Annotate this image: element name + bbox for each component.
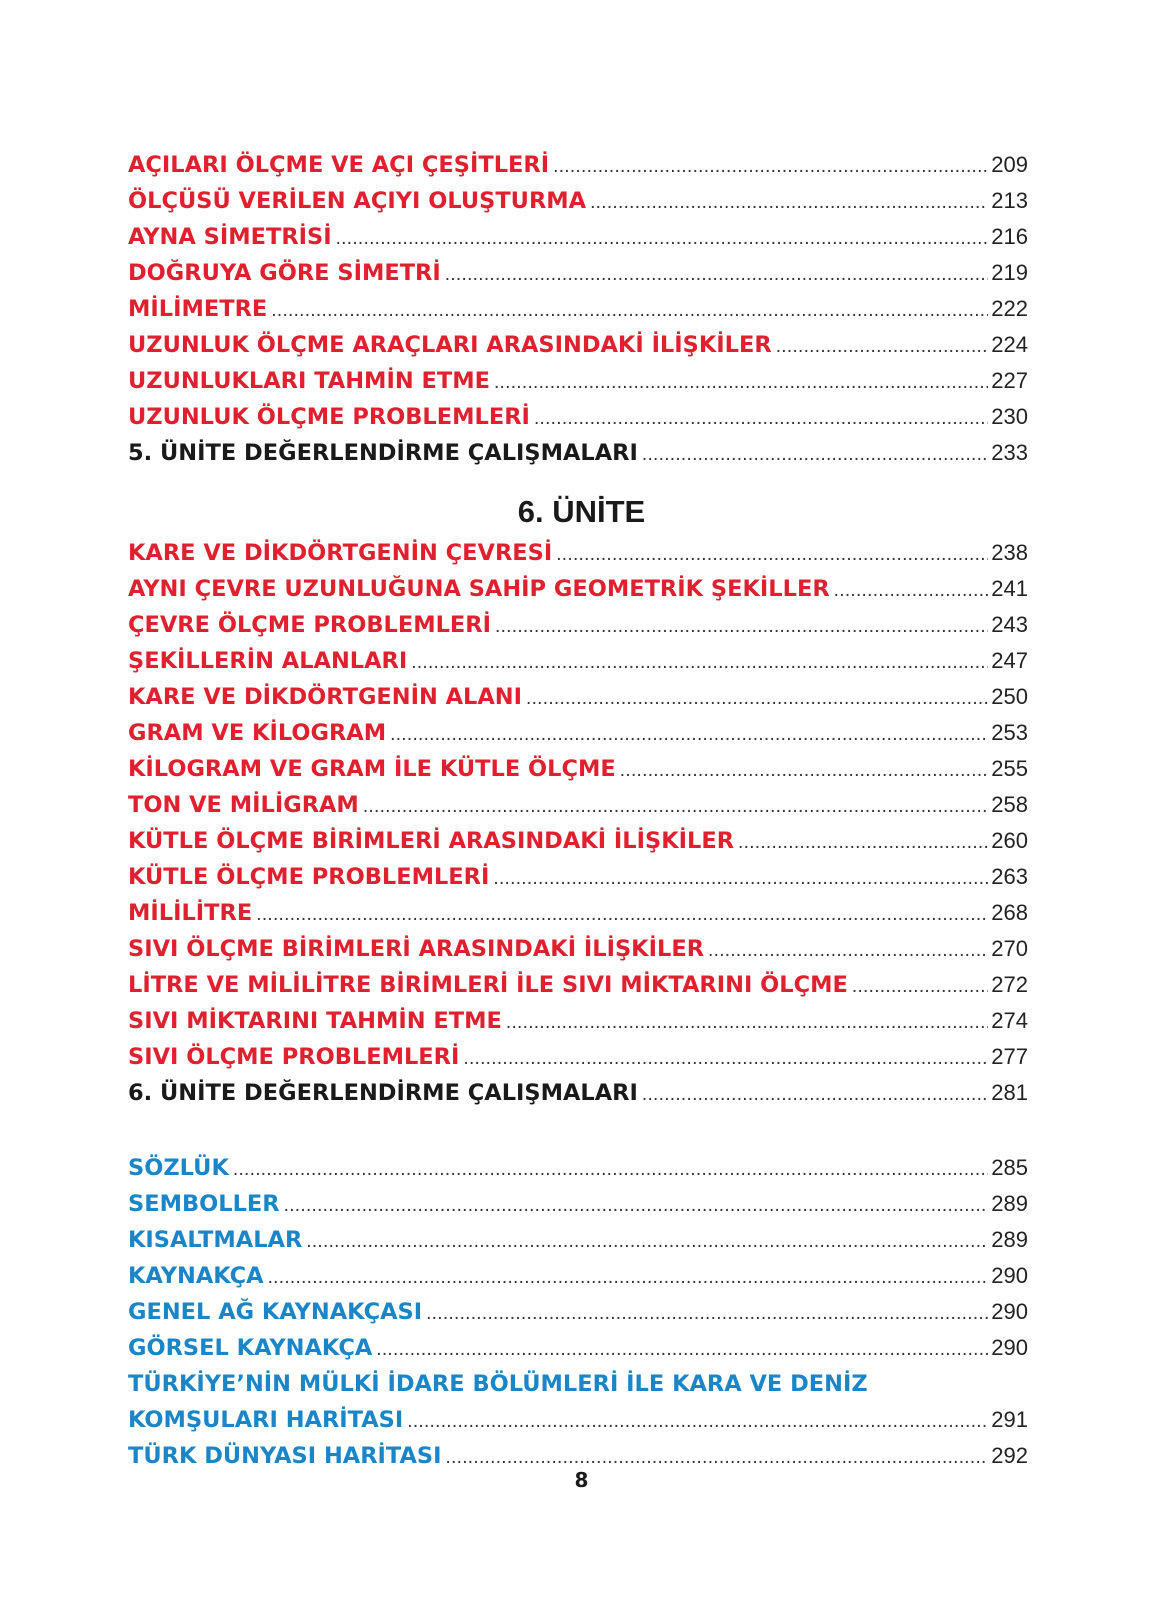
toc-entry-page: 258 bbox=[991, 792, 1028, 817]
toc-entry-title: UZUNLUK ÖLÇME PROBLEMLERİ bbox=[128, 404, 530, 430]
toc-entry-title: KOMŞULARI HARİTASI bbox=[128, 1407, 404, 1433]
toc-entry-title: UZUNLUK ÖLÇME ARAÇLARI ARASINDAKİ İLİŞKİLER bbox=[128, 332, 772, 358]
toc-entry-title: ŞEKİLLERİN ALANLARI bbox=[128, 648, 408, 674]
toc-entry-page: 227 bbox=[991, 368, 1028, 393]
toc-entry[interactable] bbox=[128, 823, 1028, 859]
toc-entry-title: SIVI MİKTARINI TAHMİN ETME bbox=[128, 1008, 502, 1034]
toc-entry-leader-dots bbox=[363, 789, 988, 825]
toc-entry[interactable] bbox=[128, 363, 1028, 399]
toc-entry-page: 255 bbox=[991, 756, 1028, 781]
toc-entry[interactable] bbox=[128, 571, 1028, 607]
unit6-heading: 6. ÜNİTE bbox=[517, 494, 646, 529]
toc-entry[interactable] bbox=[128, 1075, 1028, 1111]
toc-entry-page: 253 bbox=[991, 720, 1028, 745]
toc-entry[interactable] bbox=[128, 291, 1028, 327]
toc-entry-title: SIVI ÖLÇME BİRİMLERİ ARASINDAKİ İLİŞKİLER bbox=[128, 936, 705, 962]
toc-entry-title: 6. ÜNİTE DEĞERLENDİRME ÇALIŞMALARI bbox=[128, 1080, 638, 1106]
toc-entry[interactable] bbox=[128, 895, 1028, 931]
toc-entry-title: TÜRK DÜNYASI HARİTASI bbox=[128, 1443, 442, 1469]
toc-entry[interactable] bbox=[128, 183, 1028, 219]
toc-entry-page: 274 bbox=[991, 1008, 1028, 1033]
toc-entry[interactable] bbox=[128, 607, 1028, 643]
toc-entry-leader-dots bbox=[776, 329, 989, 365]
toc-entry-leader-dots bbox=[534, 401, 988, 437]
toc-entry-leader-dots bbox=[268, 1260, 989, 1296]
toc-entry-title: DOĞRUYA GÖRE SİMETRİ bbox=[128, 260, 441, 286]
toc-section-unit5 bbox=[128, 147, 1028, 471]
toc-entry-leader-dots bbox=[852, 969, 988, 1005]
toc-entry[interactable] bbox=[128, 715, 1028, 751]
toc-entry-title: MİLİLİTRE bbox=[128, 900, 253, 926]
toc-entry-leader-dots bbox=[556, 537, 988, 573]
toc-entry-leader-dots bbox=[256, 897, 988, 933]
toc-entry-title: KISALTMALAR bbox=[128, 1227, 303, 1253]
toc-entry[interactable] bbox=[128, 147, 1028, 183]
toc-entry-page: 281 bbox=[991, 1080, 1028, 1105]
toc-entry[interactable] bbox=[128, 435, 1028, 471]
toc-entry-title: KÜTLE ÖLÇME PROBLEMLERİ bbox=[128, 864, 490, 890]
toc-entry-page: 277 bbox=[991, 1044, 1028, 1069]
toc-entry-title: KARE VE DİKDÖRTGENİN ALANI bbox=[128, 684, 523, 710]
toc-entry[interactable] bbox=[128, 1186, 1028, 1222]
toc-entry-leader-dots bbox=[738, 825, 988, 861]
toc-entry-page: 247 bbox=[991, 648, 1028, 673]
toc-entry[interactable] bbox=[128, 931, 1028, 967]
toc-section-unit6 bbox=[128, 535, 1028, 1111]
toc-entry-leader-dots bbox=[553, 149, 988, 185]
toc-entry-leader-dots bbox=[463, 1041, 988, 1077]
toc-entry-title: GENEL AĞ KAYNAKÇASI bbox=[128, 1299, 423, 1325]
toc-entry[interactable] bbox=[128, 1003, 1028, 1039]
toc-entry-title: MİLİMETRE bbox=[128, 296, 268, 322]
toc-entry-leader-dots bbox=[336, 221, 989, 257]
toc-entry-leader-dots bbox=[426, 1296, 988, 1332]
toc-entry-title: ÇEVRE ÖLÇME PROBLEMLERİ bbox=[128, 612, 491, 638]
toc-entry-page: 290 bbox=[991, 1335, 1028, 1360]
toc-entry-leader-dots bbox=[233, 1152, 988, 1188]
toc-entry[interactable] bbox=[128, 1366, 1028, 1402]
toc-entry-page: 222 bbox=[991, 296, 1028, 321]
toc-entry-page: 213 bbox=[991, 188, 1028, 213]
toc-entry-title: ÖLÇÜSÜ VERİLEN AÇIYI OLUŞTURMA bbox=[128, 188, 587, 214]
toc-entry-leader-dots bbox=[284, 1188, 989, 1224]
toc-entry-page: 238 bbox=[991, 540, 1028, 565]
toc-entry[interactable] bbox=[128, 1402, 1028, 1438]
toc-entry-title: GÖRSEL KAYNAKÇA bbox=[128, 1335, 373, 1361]
toc-entry-title: GRAM VE KİLOGRAM bbox=[128, 720, 387, 746]
toc-entry-leader-dots bbox=[306, 1224, 988, 1260]
toc-entry[interactable] bbox=[128, 1150, 1028, 1186]
toc-entry[interactable] bbox=[128, 643, 1028, 679]
toc-entry-title: KÜTLE ÖLÇME BİRİMLERİ ARASINDAKİ İLİŞKİLER bbox=[128, 828, 735, 854]
toc-entry-page: 260 bbox=[991, 828, 1028, 853]
toc-entry[interactable] bbox=[128, 219, 1028, 255]
toc-entry-page: 250 bbox=[991, 684, 1028, 709]
toc-entry-page: 243 bbox=[991, 612, 1028, 637]
toc-entry-page: 289 bbox=[991, 1191, 1028, 1216]
toc-entry-title: AYNA SİMETRİSİ bbox=[128, 224, 332, 250]
toc-entry-title: KİLOGRAM VE GRAM İLE KÜTLE ÖLÇME bbox=[128, 756, 616, 782]
toc-entry-page: 270 bbox=[991, 936, 1028, 961]
page-number: 8 bbox=[574, 1468, 589, 1492]
toc-entry-title: TON VE MİLİGRAM bbox=[128, 792, 359, 818]
toc-entry-leader-dots bbox=[495, 609, 988, 645]
toc-entry[interactable] bbox=[128, 327, 1028, 363]
toc-entry-title: AYNI ÇEVRE UZUNLUĞUNA SAHİP GEOMETRİK ŞEKİLLER bbox=[128, 576, 830, 602]
toc-entry-title: KARE VE DİKDÖRTGENİN ÇEVRESİ bbox=[128, 540, 553, 566]
toc-entry-title: LİTRE VE MİLİLİTRE BİRİMLERİ İLE SIVI MİKTARINI ÖLÇME bbox=[128, 972, 848, 998]
toc-entry-page: 291 bbox=[991, 1407, 1028, 1432]
toc-entry-leader-dots bbox=[271, 293, 988, 329]
toc-entry[interactable] bbox=[128, 1294, 1028, 1330]
toc-entry-title: SÖZLÜK bbox=[128, 1155, 229, 1181]
toc-entry[interactable] bbox=[128, 751, 1028, 787]
toc-entry-page: 224 bbox=[991, 332, 1028, 357]
toc-entry-leader-dots bbox=[642, 1077, 988, 1113]
toc-entry-page: 292 bbox=[991, 1443, 1028, 1468]
toc-entry-leader-dots bbox=[590, 185, 988, 221]
toc-entry-page: 230 bbox=[991, 404, 1028, 429]
toc-entry-title: 5. ÜNİTE DEĞERLENDİRME ÇALIŞMALARI bbox=[128, 440, 638, 466]
toc-entry-leader-dots bbox=[506, 1005, 988, 1041]
toc-entry-page: 285 bbox=[991, 1155, 1028, 1180]
toc-entry-page: 290 bbox=[991, 1263, 1028, 1288]
toc-entry-title: SIVI ÖLÇME PROBLEMLERİ bbox=[128, 1044, 460, 1070]
toc-entry-page: 209 bbox=[991, 152, 1028, 177]
toc-entry-leader-dots bbox=[390, 717, 988, 753]
toc-entry-page: 263 bbox=[991, 864, 1028, 889]
toc-entry-leader-dots bbox=[708, 933, 988, 969]
toc-entry-page: 233 bbox=[991, 440, 1028, 465]
toc-entry[interactable] bbox=[128, 787, 1028, 823]
toc-entry-leader-dots bbox=[526, 681, 988, 717]
toc-entry-title: KAYNAKÇA bbox=[128, 1263, 264, 1289]
toc-entry-page: 289 bbox=[991, 1227, 1028, 1252]
toc-entry-leader-dots bbox=[407, 1404, 988, 1440]
toc-entry-leader-dots bbox=[376, 1332, 988, 1368]
toc-entry-leader-dots bbox=[494, 365, 988, 401]
toc-entry-page: 216 bbox=[991, 224, 1028, 249]
toc-entry-page: 268 bbox=[991, 900, 1028, 925]
toc-entry-title: UZUNLUKLARI TAHMİN ETME bbox=[128, 368, 490, 394]
toc-entry[interactable] bbox=[128, 1258, 1028, 1294]
toc-entry[interactable] bbox=[128, 1330, 1028, 1366]
toc-entry[interactable] bbox=[128, 679, 1028, 715]
toc-entry-leader-dots bbox=[411, 645, 988, 681]
toc-entry-title: AÇILARI ÖLÇME VE AÇI ÇEŞİTLERİ bbox=[128, 152, 550, 178]
toc-entry-leader-dots bbox=[445, 257, 989, 293]
toc-entry[interactable] bbox=[128, 967, 1028, 1003]
toc-entry[interactable] bbox=[128, 255, 1028, 291]
toc-entry-page: 290 bbox=[991, 1299, 1028, 1324]
toc-entry-page: 272 bbox=[991, 972, 1028, 997]
toc-entry-title: SEMBOLLER bbox=[128, 1191, 280, 1217]
toc-entry-leader-dots bbox=[642, 437, 988, 473]
toc-entry[interactable] bbox=[128, 399, 1028, 435]
toc-entry[interactable] bbox=[128, 535, 1028, 571]
toc-entry-leader-dots bbox=[834, 573, 989, 609]
toc-entry[interactable] bbox=[128, 859, 1028, 895]
toc-entry-page: 219 bbox=[991, 260, 1028, 285]
toc-entry-page: 241 bbox=[991, 576, 1028, 601]
toc-section-appendix bbox=[128, 1150, 1028, 1474]
toc-entry-leader-dots bbox=[493, 861, 988, 897]
toc-entry[interactable] bbox=[128, 1222, 1028, 1258]
toc-entry-leader-dots bbox=[620, 753, 988, 789]
toc-entry-title: TÜRKİYE’NİN MÜLKİ İDARE BÖLÜMLERİ İLE KARA VE DENİZ bbox=[128, 1371, 868, 1397]
toc-entry[interactable] bbox=[128, 1039, 1028, 1075]
